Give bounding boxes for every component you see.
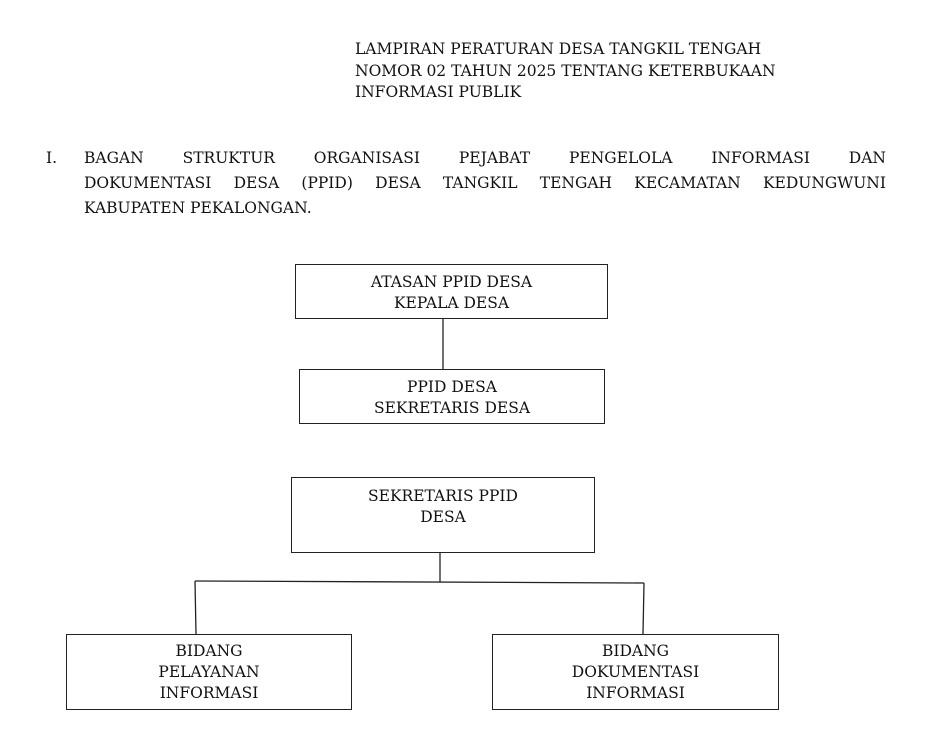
heading-word: PEJABAT (458, 149, 531, 167)
attachment-line-1: LAMPIRAN PERATURAN DESA TANGKIL TENGAH (355, 40, 762, 58)
bidang-dokumentasi-line-3: INFORMASI (586, 684, 685, 702)
connector-to-dokumentasi (643, 583, 644, 634)
heading-word: KEDUNGWUNI (762, 174, 886, 192)
sekretaris-ppid-line-2: DESA (420, 508, 466, 526)
attachment-line-3: INFORMASI PUBLIK (355, 83, 522, 101)
section-number: I. (46, 149, 58, 167)
ppid-desa-title: PPID DESA (407, 378, 497, 396)
ppid-desa-role: SEKRETARIS DESA (373, 399, 531, 417)
heading-word: TANGKIL (442, 174, 518, 192)
atasan-ppid-title: ATASAN PPID DESA (370, 273, 533, 291)
sekretaris-ppid-line-1: SEKRETARIS PPID (368, 487, 518, 505)
bidang-pelayanan-line-2: PELAYANAN (158, 663, 260, 681)
section-title-line-3: KABUPATEN PEKALONGAN. (84, 199, 312, 217)
bidang-dokumentasi-line-1: BIDANG (601, 642, 670, 660)
bidang-dokumentasi-line-2: DOKUMENTASI (571, 663, 700, 681)
bidang-dokumentasi-box (492, 634, 779, 710)
sekretaris-ppid-box (291, 477, 595, 553)
heading-word: ORGANISASI (313, 149, 420, 167)
heading-word: KECAMATAN (634, 174, 741, 192)
heading-word: INFORMASI (711, 149, 810, 167)
bidang-pelayanan-line-3: INFORMASI (159, 684, 259, 702)
heading-word: DAN (848, 149, 886, 167)
attachment-line-2: NOMOR 02 TAHUN 2025 TENTANG KETERBUKAAN (355, 61, 776, 80)
bidang-pelayanan-box (66, 634, 352, 710)
bidang-pelayanan-line-1: BIDANG (175, 642, 243, 660)
heading-word: STRUKTUR (182, 149, 275, 167)
heading-word: DESA (233, 174, 280, 192)
heading-word: (PPID) (301, 174, 353, 192)
heading-word: TENGAH (539, 174, 613, 192)
heading-word: DOKUMENTASI (84, 174, 212, 192)
atasan-ppid-box (295, 264, 608, 319)
heading-word: DESA (375, 174, 421, 192)
atasan-ppid-role: KEPALA DESA (393, 294, 510, 312)
heading-word: PENGELOLA (568, 149, 673, 167)
connector-horizontal-bar (195, 581, 644, 583)
ppid-desa-box (299, 369, 605, 424)
heading-word: BAGAN (84, 149, 144, 167)
connector-to-pelayanan (195, 581, 196, 634)
